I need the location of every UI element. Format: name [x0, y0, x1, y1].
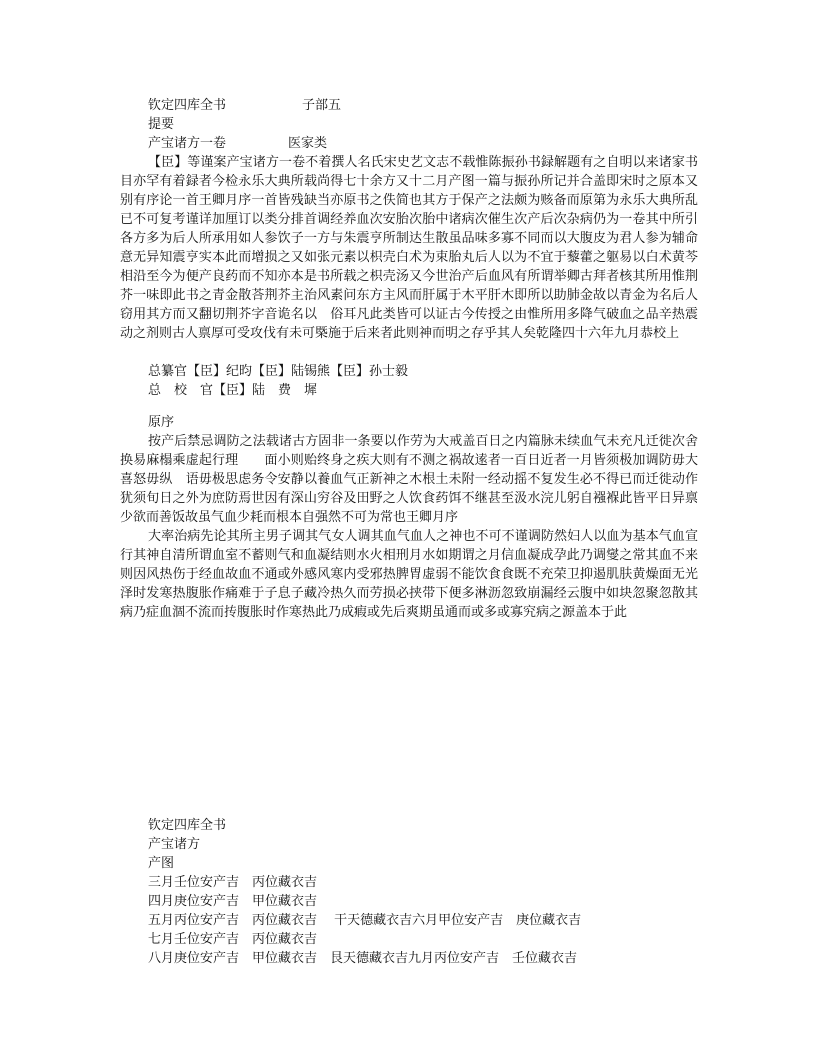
page2-title: 产宝诸方 — [148, 837, 201, 852]
chart-row: 七月壬位安产吉 丙位藏衣吉 — [148, 932, 318, 947]
chart-row: 五月丙位安产吉 丙位藏衣吉 干天德藏衣吉六月甲位安产吉 庚位藏衣吉 — [148, 913, 582, 928]
summary-paragraph: 【臣】等谨案产宝诸方一卷不着撰人名氏宋史艺文志不载惟陈振孙书録解题有之自明以来诸家书目亦罕有着録者今检永乐大典所载尚得七十余方又十二月产图一篇与振孙所记并合盖即宋时之原本又别有序论一首王卿月序一首皆残缺当亦原书之佚简也其方于保产之法颇为赅备而原第为永乐大典所乱已不可复考谨详加厘订以类分排首调经养血次安胎次胎中诸病次催生次产后次杂病仍为一卷其中所引各方多为后人所承用如人参饮子一方与朱震亨所制达生散虽品味多寡不同而以大腹皮为君人参为辅命意无异知震亨实本此而增损之又如张元素以枳壳白术为束胎丸后人以为不宜于藜藿之躯易以白术黄芩相沿至今为便产良药而不知亦本是书所载之枳壳汤又今世治产后血风有所谓举卿古拜者核其所用惟荆芥一味即此书之青金散荅荆芥主治风素问东方主风而肝属于木平肝木即所以助肺金故以青金为名后人窃用其方而又翻切荆芥字音诡名以 俗耳凡此类皆可以证古今传授之由惟所用多降气破血之品辛热震动之剂则古人禀厚可受攻伐有未可槩施于后来者此则神而明之存乎其人矣乾隆四十六年九月恭校上 — [120, 155, 698, 341]
classification-label: 医家类 — [288, 136, 328, 151]
chart-row: 四月庚位安产吉 甲位藏衣吉 — [148, 894, 318, 909]
page2-book-title: 钦定四库全书 — [148, 818, 227, 833]
preface-heading: 原序 — [148, 415, 175, 430]
chart-row: 八月庚位安产吉 甲位藏衣吉 艮天德藏衣吉九月丙位安产吉 壬位藏衣吉 — [148, 951, 578, 966]
book-title: 钦定四库全书 — [148, 98, 227, 113]
work-title: 产宝诸方一卷 — [148, 136, 227, 151]
page2-section: 产图 — [148, 856, 175, 871]
preface-paragraph-1: 按产后禁忌调防之法载诸古方固非一条要以作劳为大戒盖百日之内篇脉未续血气未充凡迁徙次舍换易麻榻乘虚起行理 面小则贻终身之疾大则有不测之祸故逺者一百日近者一月皆须极加调防毋大喜怒毋纵 语毋极思虑务令安静以養血气正新神之木根土未附一经动摇不复发生必不得已而迁徙动作犹须旬日之外为庶防焉世因有深山穷谷及田野之人饮食药饵不继甚至汲水浣儿躬自襁褓此皆平日异禀少欲而善饭故虽气血少耗而根本自强然不可为常也王卿月序 — [120, 434, 698, 525]
section-label: 子部五 — [302, 98, 342, 113]
category-label: 提要 — [148, 117, 175, 132]
officials-line-1: 总纂官【臣】纪昀【臣】陆锡熊【臣】孙士毅 — [148, 364, 409, 379]
officials-line-2: 总 校 官【臣】陆 费 墀 — [148, 383, 318, 398]
preface-paragraph-2: 大率治病先论其所主男子调其气女人调其血气血人之神也不可不谨调防然妇人以血为基本气血宣行其神自清所谓血室不蓄则气和血凝结则水火相刑月水如期谓之月信血凝成孕此乃调燮之常其血不来则因风热伤于经血故血不通或外感风寒内受邪热脾胃虚弱不能饮食食既不充荣卫抑遏肌肤黄燥面无光泽时发寒热腹胀作痛难于子息子藏冷热久而劳损必挟带下便多淋沥忽致崩漏经云腹中如块忽聚忽散其病乃症血涸不流而抟腹胀时作寒热此乃成瘕或先后爽期虽通而或多或寡究病之源盖本于此 — [120, 529, 698, 620]
chart-row: 三月壬位安产吉 丙位藏衣吉 — [148, 875, 318, 890]
